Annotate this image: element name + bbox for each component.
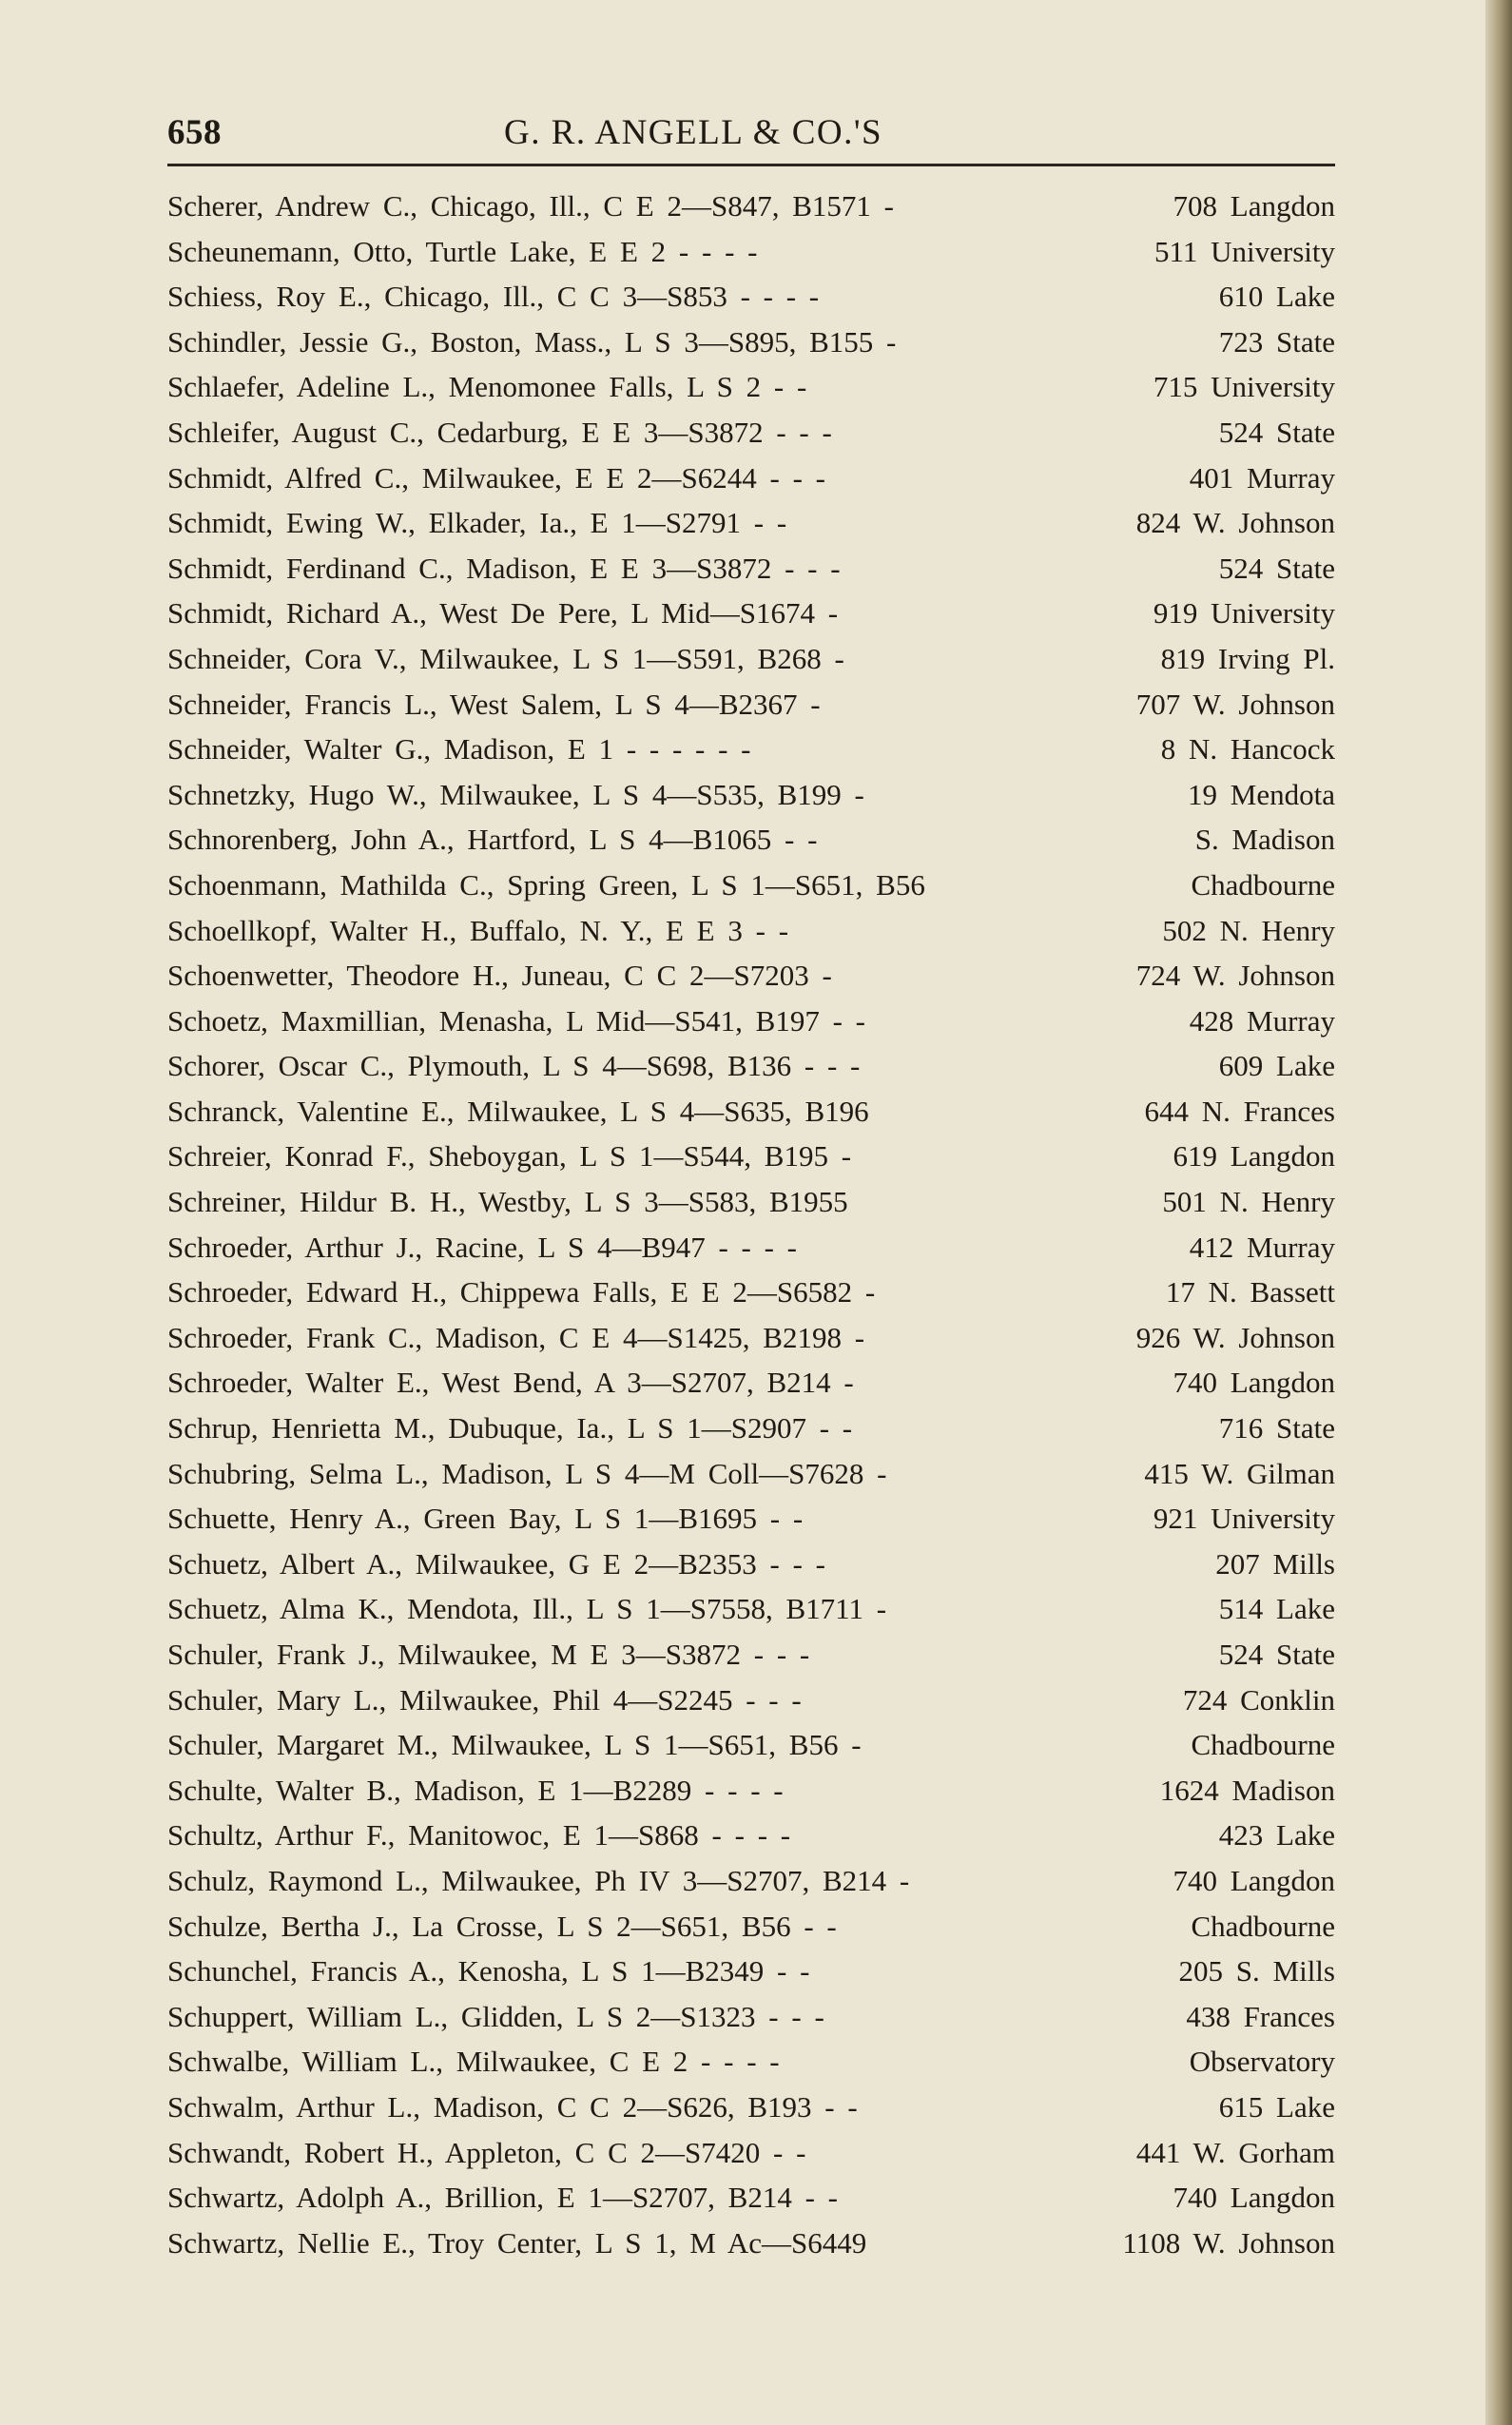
directory-entry xyxy=(167,591,1335,636)
entry-address: Chadbourne xyxy=(1191,1909,1335,1943)
entry-address: 8 N. Hancock xyxy=(1160,732,1335,766)
directory-entry xyxy=(167,1768,1335,1814)
entry-name-details: Schindler, Jessie G., Boston, Mass., L S 3—S895, B155 - xyxy=(167,324,897,359)
entry-name-details: Schoenmann, Mathilda C., Spring Green, L S 1—S651, B56 xyxy=(167,867,925,902)
entry-address: 1108 W. Johnson xyxy=(1122,2225,1335,2260)
directory-entry xyxy=(167,1134,1335,1179)
entry-name-details: Schnorenberg, John A., Hartford, L S 4—B1065 - - xyxy=(167,823,818,857)
entry-name-details: Schwalbe, William L., Milwaukee, C E 2 - - - - xyxy=(167,2045,780,2079)
directory-entry xyxy=(167,2221,1335,2266)
directory-entry xyxy=(167,1451,1335,1497)
entry-name-details: Schuler, Margaret M., Milwaukee, L S 1—S651, B56 - xyxy=(167,1728,862,1762)
entry-name-details: Schorer, Oscar C., Plymouth, L S 4—S698, B136 - - - xyxy=(167,1049,861,1083)
entry-address: 511 University xyxy=(1154,234,1335,268)
entry-name-details: Schwartz, Nellie E., Troy Center, L S 1, M Ac—S6449 xyxy=(167,2225,867,2260)
entry-name-details: Schulz, Raymond L., Milwaukee, Ph IV 3—S2707, B214 - xyxy=(167,1863,910,1897)
entry-name-details: Schrup, Henrietta M., Dubuque, Ia., L S 1—S2907 - - xyxy=(167,1411,853,1445)
entry-name-details: Schoenwetter, Theodore H., Juneau, C C 2—S7203 - xyxy=(167,959,832,993)
entry-address: 438 Frances xyxy=(1186,1999,1335,2033)
directory-entry xyxy=(167,410,1335,456)
directory-entry xyxy=(167,863,1335,908)
entry-address: 926 W. Johnson xyxy=(1135,1320,1335,1354)
entry-name-details: Schmidt, Alfred C., Milwaukee, E E 2—S6244 - - - xyxy=(167,460,825,495)
directory-entry xyxy=(167,364,1335,410)
entry-address: 740 Langdon xyxy=(1173,1863,1335,1897)
entry-address: 723 State xyxy=(1218,324,1335,359)
directory-entry xyxy=(167,817,1335,863)
entry-name-details: Schmidt, Ewing W., Elkader, Ia., E 1—S2791 - - xyxy=(167,506,787,540)
entry-address: 524 State xyxy=(1218,551,1335,585)
entry-address: 609 Lake xyxy=(1218,1049,1335,1083)
directory-entry xyxy=(167,2039,1335,2085)
directory-entry xyxy=(167,1904,1335,1950)
entry-name-details: Schnetzky, Hugo W., Milwaukee, L S 4—S535, B199 - xyxy=(167,777,864,811)
directory-entry xyxy=(167,1406,1335,1451)
entry-address: 644 N. Frances xyxy=(1144,1094,1335,1128)
entry-name-details: Schreiner, Hildur B. H., Westby, L S 3—S583, B1955 xyxy=(167,1185,848,1219)
entry-address: 724 Conklin xyxy=(1182,1682,1335,1717)
directory-entry xyxy=(167,500,1335,546)
entry-name-details: Schunchel, Francis A., Kenosha, L S 1—B2349 - - xyxy=(167,1954,810,1988)
directory-entry xyxy=(167,1315,1335,1361)
entry-address: 205 S. Mills xyxy=(1178,1954,1335,1988)
directory-entry xyxy=(167,1678,1335,1723)
entry-name-details: Schulze, Bertha J., La Crosse, L S 2—S651, B56 - - xyxy=(167,1909,837,1943)
running-head: G. R. ANGELL & CO.'S xyxy=(504,113,883,152)
entry-address: 740 Langdon xyxy=(1173,2181,1335,2215)
directory-entry xyxy=(167,727,1335,772)
entry-name-details: Schulte, Walter B., Madison, E 1—B2289 - - - - xyxy=(167,1773,784,1807)
entry-address: 707 W. Johnson xyxy=(1135,687,1335,721)
directory-entry xyxy=(167,772,1335,818)
directory-entry xyxy=(167,274,1335,320)
directory-entry xyxy=(167,636,1335,682)
page-number: 658 xyxy=(167,113,222,152)
entry-name-details: Schlaefer, Adeline L., Menomonee Falls, L S 2 - - xyxy=(167,370,807,404)
entry-name-details: Scherer, Andrew C., Chicago, Ill., C E 2—S847, B1571 - xyxy=(167,189,894,223)
directory-entry xyxy=(167,1813,1335,1858)
entry-address: 824 W. Johnson xyxy=(1135,506,1335,540)
entry-address: 708 Langdon xyxy=(1173,189,1335,223)
entry-address: 619 Langdon xyxy=(1173,1139,1335,1174)
entry-address: 412 Murray xyxy=(1189,1230,1335,1264)
entry-address: 415 W. Gilman xyxy=(1144,1456,1335,1490)
entry-address: S. Madison xyxy=(1194,823,1335,857)
entry-name-details: Schleifer, August C., Cedarburg, E E 3—S3872 - - - xyxy=(167,415,832,449)
entry-name-details: Schoellkopf, Walter H., Buffalo, N. Y., E E 3 - - xyxy=(167,913,789,947)
entry-address: 19 Mendota xyxy=(1188,777,1335,811)
entry-address: 423 Lake xyxy=(1218,1818,1335,1853)
entry-name-details: Schwandt, Robert H., Appleton, C C 2—S7420 - - xyxy=(167,2135,806,2169)
entry-address: 514 Lake xyxy=(1218,1592,1335,1626)
directory-entry xyxy=(167,1360,1335,1406)
entry-name-details: Schneider, Francis L., West Salem, L S 4—B2367 - xyxy=(167,687,821,721)
directory-entry xyxy=(167,908,1335,954)
directory-entry xyxy=(167,1043,1335,1089)
entry-address: 207 Mills xyxy=(1215,1546,1335,1581)
directory-entry xyxy=(167,2175,1335,2221)
entry-address: Observatory xyxy=(1189,2045,1335,2079)
entry-name-details: Schroeder, Arthur J., Racine, L S 4—B947 - - - - xyxy=(167,1230,797,1264)
entry-name-details: Schroeder, Walter E., West Bend, A 3—S2707, B214 - xyxy=(167,1366,854,1400)
entry-name-details: Schmidt, Ferdinand C., Madison, E E 3—S3872 - - - xyxy=(167,551,841,585)
entry-address: 716 State xyxy=(1218,1411,1335,1445)
entry-name-details: Schuppert, William L., Glidden, L S 2—S1323 - - - xyxy=(167,1999,824,2033)
directory-entry xyxy=(167,1994,1335,2040)
directory-entry xyxy=(167,1225,1335,1271)
entry-address: 441 W. Gorham xyxy=(1135,2135,1335,2169)
entry-address: 524 State xyxy=(1218,415,1335,449)
entry-name-details: Schuette, Henry A., Green Bay, L S 1—B1695 - - xyxy=(167,1502,804,1536)
entry-address: 921 University xyxy=(1153,1502,1335,1536)
entry-name-details: Schuetz, Albert A., Milwaukee, G E 2—B2353 - - - xyxy=(167,1546,825,1581)
entry-address: 610 Lake xyxy=(1218,280,1335,314)
entry-address: Chadbourne xyxy=(1191,867,1335,902)
directory-entry xyxy=(167,1089,1335,1135)
entry-address: 501 N. Henry xyxy=(1162,1185,1335,1219)
directory-entry xyxy=(167,999,1335,1044)
entry-name-details: Schoetz, Maxmillian, Menasha, L Mid—S541, B197 - - xyxy=(167,1003,865,1038)
entry-address: 524 State xyxy=(1218,1638,1335,1671)
entry-address: 1624 Madison xyxy=(1159,1773,1335,1807)
entry-name-details: Schuler, Frank J., Milwaukee, M E 3—S3872 - - - xyxy=(167,1638,810,1671)
entry-address: 715 University xyxy=(1153,370,1335,404)
directory-entry xyxy=(167,1632,1335,1678)
entry-name-details: Schwartz, Adolph A., Brillion, E 1—S2707, B214 - - xyxy=(167,2181,839,2215)
directory-entry xyxy=(167,1496,1335,1542)
directory-entry xyxy=(167,1949,1335,1994)
directory-entry xyxy=(167,229,1335,275)
directory-listing xyxy=(167,184,1335,2265)
entry-name-details: Schreier, Konrad F., Sheboygan, L S 1—S544, B195 - xyxy=(167,1139,852,1174)
directory-entry xyxy=(167,456,1335,501)
entry-address: 17 N. Bassett xyxy=(1165,1275,1335,1310)
entry-name-details: Schultz, Arthur F., Manitowoc, E 1—S868 - - - - xyxy=(167,1818,791,1853)
directory-entry xyxy=(167,320,1335,365)
directory-entry xyxy=(167,1858,1335,1904)
entry-name-details: Schneider, Walter G., Madison, E 1 - - - - - - xyxy=(167,732,751,766)
entry-address: 615 Lake xyxy=(1218,2089,1335,2124)
entry-address: 740 Langdon xyxy=(1173,1366,1335,1400)
entry-name-details: Schmidt, Richard A., West De Pere, L Mid—S1674 - xyxy=(167,596,839,630)
directory-entry xyxy=(167,1542,1335,1587)
entry-address: 724 W. Johnson xyxy=(1135,959,1335,993)
entry-name-details: Schubring, Selma L., Madison, L S 4—M Coll—S7628 - xyxy=(167,1456,887,1490)
entry-address: 919 University xyxy=(1153,596,1335,630)
entry-name-details: Schiess, Roy E., Chicago, Ill., C C 3—S853 - - - - xyxy=(167,280,820,314)
entry-name-details: Schneider, Cora V., Milwaukee, L S 1—S591, B268 - xyxy=(167,641,844,675)
directory-entry xyxy=(167,2130,1335,2176)
entry-name-details: Schuetz, Alma K., Mendota, Ill., L S 1—S7558, B1711 - xyxy=(167,1592,887,1626)
header-rule xyxy=(167,164,1335,166)
page-header xyxy=(167,112,1335,162)
entry-name-details: Schroeder, Edward H., Chippewa Falls, E E 2—S6582 - xyxy=(167,1275,876,1310)
entry-name-details: Schuler, Mary L., Milwaukee, Phil 4—S2245 - - - xyxy=(167,1682,802,1717)
directory-entry xyxy=(167,1179,1335,1225)
page-edge xyxy=(1485,0,1512,2425)
entry-name-details: Schranck, Valentine E., Milwaukee, L S 4—S635, B196 xyxy=(167,1094,869,1128)
entry-address: 428 Murray xyxy=(1189,1003,1335,1038)
directory-entry xyxy=(167,1586,1335,1632)
directory-entry xyxy=(167,2085,1335,2130)
entry-address: 502 N. Henry xyxy=(1162,913,1335,947)
entry-address: 401 Murray xyxy=(1189,460,1335,495)
directory-entry xyxy=(167,1722,1335,1768)
entry-address: 819 Irving Pl. xyxy=(1160,641,1335,675)
directory-entry xyxy=(167,953,1335,999)
directory-entry xyxy=(167,184,1335,229)
entry-name-details: Scheunemann, Otto, Turtle Lake, E E 2 - - - - xyxy=(167,234,758,268)
entry-name-details: Schwalm, Arthur L., Madison, C C 2—S626, B193 - - xyxy=(167,2089,858,2124)
directory-entry xyxy=(167,546,1335,592)
entry-name-details: Schroeder, Frank C., Madison, C E 4—S1425, B2198 - xyxy=(167,1320,865,1354)
entry-address: Chadbourne xyxy=(1191,1728,1335,1762)
directory-entry xyxy=(167,682,1335,728)
directory-entry xyxy=(167,1270,1335,1315)
